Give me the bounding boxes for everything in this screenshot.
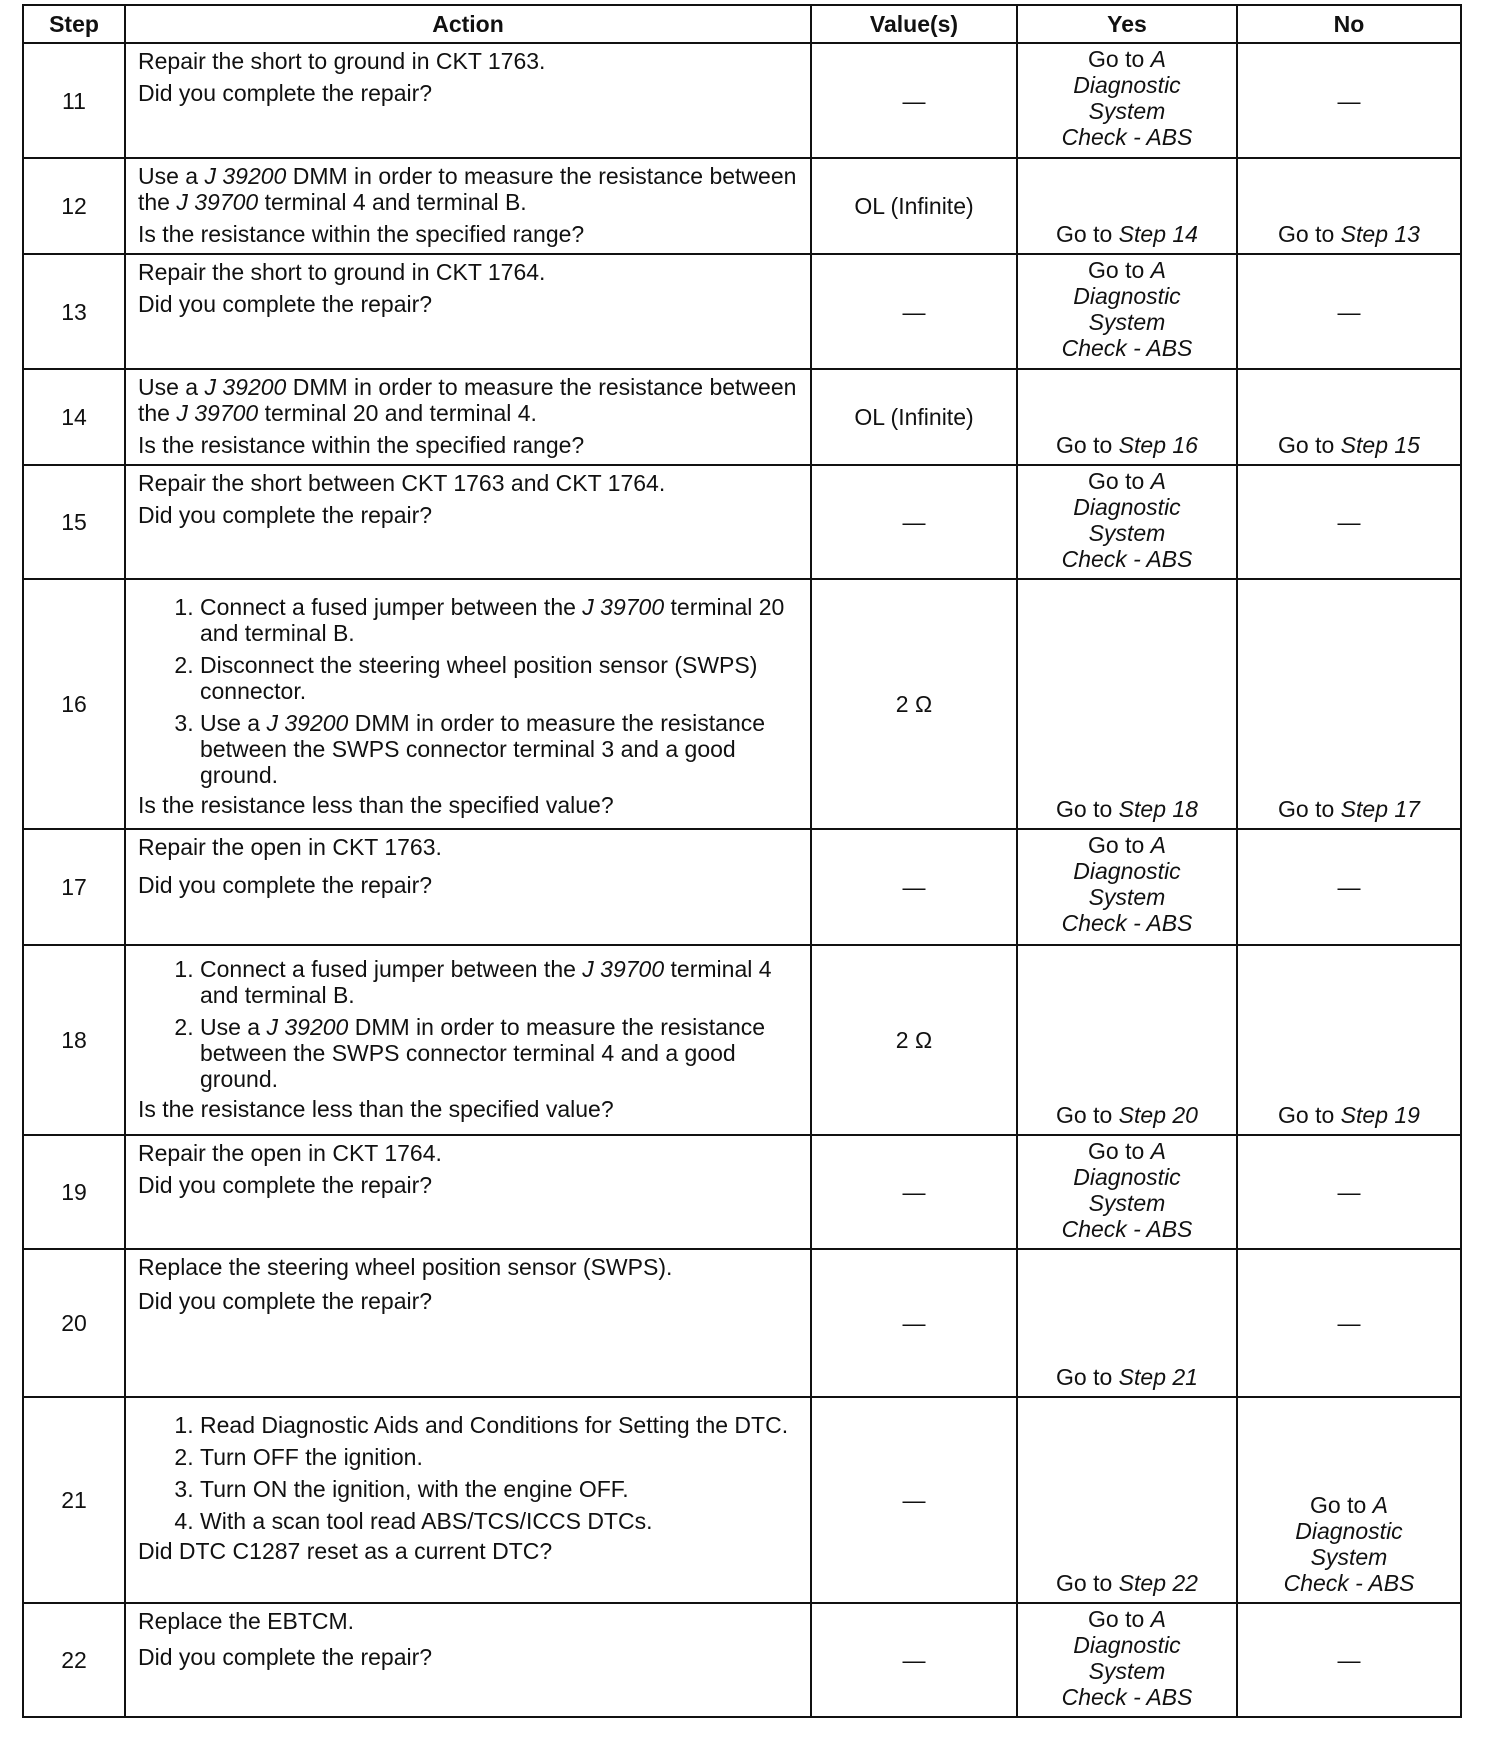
yes-cell (1017, 829, 1237, 945)
yes-link-line1: Go to A (1088, 468, 1166, 494)
table-row (23, 579, 1461, 829)
yes-cell (1017, 1603, 1237, 1717)
step-number: 22 (23, 1603, 125, 1717)
step-number: 13 (23, 254, 125, 369)
action-cell (125, 1603, 811, 1717)
header-yes: Yes (1017, 5, 1237, 43)
no-cell: Go to Step 19 (1237, 945, 1461, 1135)
yes-cell: Go to Step 14 (1017, 158, 1237, 254)
no-cell: Go to Step 15 (1237, 369, 1461, 465)
no-cell: Go to Step 17 (1237, 579, 1461, 829)
yes-cell: Go to Step 16 (1017, 369, 1237, 465)
action-question: Did you complete the repair? (138, 1644, 433, 1670)
value-cell: 2 Ω (811, 579, 1017, 829)
yes-cell: Go to Step 18 (1017, 579, 1237, 829)
action-question: Is the resistance within the specified range? (138, 432, 585, 458)
table-row (23, 465, 1461, 579)
yes-link-line1: Go to A (1088, 1606, 1166, 1632)
header-step: Step (23, 5, 125, 43)
action-question: Did you complete the repair? (138, 80, 433, 106)
diagnostic-table (22, 4, 1462, 1718)
action-cell (125, 1249, 811, 1397)
value-cell: — (811, 43, 1017, 158)
step-number: 20 (23, 1249, 125, 1397)
table-row (23, 369, 1461, 465)
action-question: Did DTC C1287 reset as a current DTC? (138, 1538, 553, 1564)
yes-link-line3: System (1088, 309, 1166, 335)
list-item: 2. Disconnect the steering wheel position sensor (SWPS) connector. (200, 652, 800, 704)
table-row (23, 829, 1461, 945)
no-cell: — (1237, 254, 1461, 369)
list-item: 3. Turn ON the ignition, with the engine OFF. (200, 1476, 800, 1502)
no-cell: — (1237, 1249, 1461, 1397)
table-row (23, 1603, 1461, 1717)
yes-link-line4: Check - ABS (1061, 335, 1193, 361)
step-number: 16 (23, 579, 125, 829)
yes-link-line4: Check - ABS (1061, 546, 1193, 572)
yes-link-line1: Go to A (1088, 1138, 1166, 1164)
header-values: Value(s) (811, 5, 1017, 43)
action-text: Repair the short between CKT 1763 and CKT 1764. (138, 470, 666, 496)
yes-link-line2: Diagnostic (1073, 494, 1181, 520)
yes-link-line2: Diagnostic (1073, 1632, 1181, 1658)
action-cell (125, 829, 811, 945)
no-cell: — (1237, 465, 1461, 579)
action-text: Repair the short to ground in CKT 1763. (138, 48, 546, 74)
value-cell: — (811, 1135, 1017, 1249)
list-item: 2. Turn OFF the ignition. (200, 1444, 800, 1470)
action-text: Repair the open in CKT 1763. (138, 834, 442, 860)
yes-link-line1: Go to A (1088, 257, 1166, 283)
table-row (23, 158, 1461, 254)
list-item: 1. Connect a fused jumper between the J 39700 terminal 20 and terminal B. (200, 594, 800, 646)
action-text: Repair the open in CKT 1764. (138, 1140, 442, 1166)
yes-link-line3: System (1088, 1190, 1166, 1216)
action-steps (138, 956, 800, 1092)
yes-cell: Go to Step 21 (1017, 1249, 1237, 1397)
yes-link-line4: Check - ABS (1061, 124, 1193, 150)
step-number: 15 (23, 465, 125, 579)
yes-link-line1: Go to A (1088, 832, 1166, 858)
list-item: 1. Read Diagnostic Aids and Conditions for Setting the DTC. (200, 1412, 800, 1438)
table-row (23, 945, 1461, 1135)
table-row (23, 1397, 1461, 1603)
step-number: 19 (23, 1135, 125, 1249)
no-link-line1: Go to A (1310, 1492, 1388, 1518)
yes-link-line2: Diagnostic (1073, 1164, 1181, 1190)
value-cell: — (811, 465, 1017, 579)
action-cell (125, 579, 811, 829)
value-cell: OL (Infinite) (811, 158, 1017, 254)
action-cell (125, 369, 811, 465)
no-cell: — (1237, 1135, 1461, 1249)
yes-cell: Go to Step 22 (1017, 1397, 1237, 1603)
list-item: 2. Use a J 39200 DMM in order to measure the resistance between the SWPS connector terminal 4 and a good ground. (200, 1014, 800, 1092)
no-link-line2: Diagnostic (1295, 1518, 1403, 1544)
list-item: 1. Connect a fused jumper between the J 39700 terminal 4 and terminal B. (200, 956, 800, 1008)
action-cell (125, 254, 811, 369)
yes-cell (1017, 1135, 1237, 1249)
step-number: 17 (23, 829, 125, 945)
header-action: Action (125, 5, 811, 43)
action-cell (125, 465, 811, 579)
action-cell (125, 43, 811, 158)
action-cell (125, 158, 811, 254)
table-row (23, 1135, 1461, 1249)
value-cell: — (811, 829, 1017, 945)
no-link-line3: System (1310, 1544, 1388, 1570)
step-number: 12 (23, 158, 125, 254)
yes-link-line2: Diagnostic (1073, 72, 1181, 98)
yes-link-line3: System (1088, 520, 1166, 546)
action-cell (125, 1397, 811, 1603)
yes-link-line4: Check - ABS (1061, 1684, 1193, 1710)
yes-cell: Go to Step 20 (1017, 945, 1237, 1135)
action-question: Did you complete the repair? (138, 502, 433, 528)
value-cell: — (811, 1397, 1017, 1603)
value-cell: OL (Infinite) (811, 369, 1017, 465)
yes-link-line3: System (1088, 884, 1166, 910)
step-number: 18 (23, 945, 125, 1135)
header-row (23, 5, 1461, 43)
yes-link-line4: Check - ABS (1061, 1216, 1193, 1242)
table-row (23, 43, 1461, 158)
no-link-line4: Check - ABS (1283, 1570, 1415, 1596)
step-number: 11 (23, 43, 125, 158)
no-cell: — (1237, 43, 1461, 158)
yes-link-line1: Go to A (1088, 46, 1166, 72)
yes-link-line3: System (1088, 98, 1166, 124)
header-no: No (1237, 5, 1461, 43)
value-cell: — (811, 1249, 1017, 1397)
yes-cell (1017, 254, 1237, 369)
action-question: Is the resistance less than the specified value? (138, 1096, 614, 1122)
value-cell: — (811, 1603, 1017, 1717)
action-question: Did you complete the repair? (138, 1172, 433, 1198)
no-cell (1237, 1397, 1461, 1603)
yes-cell (1017, 43, 1237, 158)
yes-link-line2: Diagnostic (1073, 858, 1181, 884)
action-question: Is the resistance less than the specified value? (138, 792, 614, 818)
table-row (23, 1249, 1461, 1397)
action-question: Did you complete the repair? (138, 1288, 433, 1314)
list-item: 3. Use a J 39200 DMM in order to measure the resistance between the SWPS connector terminal 3 and a good ground. (200, 710, 800, 788)
action-question: Is the resistance within the specified range? (138, 221, 585, 247)
action-text: Repair the short to ground in CKT 1764. (138, 259, 546, 285)
action-steps (138, 594, 800, 788)
no-cell: — (1237, 829, 1461, 945)
table-row (23, 254, 1461, 369)
yes-link-line3: System (1088, 1658, 1166, 1684)
action-text: Replace the EBTCM. (138, 1608, 355, 1634)
action-cell (125, 1135, 811, 1249)
yes-link-line4: Check - ABS (1061, 910, 1193, 936)
action-steps (138, 1412, 800, 1534)
action-cell (125, 945, 811, 1135)
value-cell: 2 Ω (811, 945, 1017, 1135)
yes-link-line2: Diagnostic (1073, 283, 1181, 309)
no-cell: Go to Step 13 (1237, 158, 1461, 254)
step-number: 14 (23, 369, 125, 465)
action-question: Did you complete the repair? (138, 872, 433, 898)
action-question: Did you complete the repair? (138, 291, 433, 317)
no-cell: — (1237, 1603, 1461, 1717)
yes-cell (1017, 465, 1237, 579)
step-number: 21 (23, 1397, 125, 1603)
action-text: Use a J 39200 DMM in order to measure the resistance between the J 39700 terminal 4 and terminal B. (138, 163, 797, 215)
action-text: Replace the steering wheel position sensor (SWPS). (138, 1254, 673, 1280)
value-cell: — (811, 254, 1017, 369)
list-item: 4. With a scan tool read ABS/TCS/ICCS DTCs. (200, 1508, 800, 1534)
action-text: Use a J 39200 DMM in order to measure the resistance between the J 39700 terminal 20 and terminal 4. (138, 374, 797, 426)
